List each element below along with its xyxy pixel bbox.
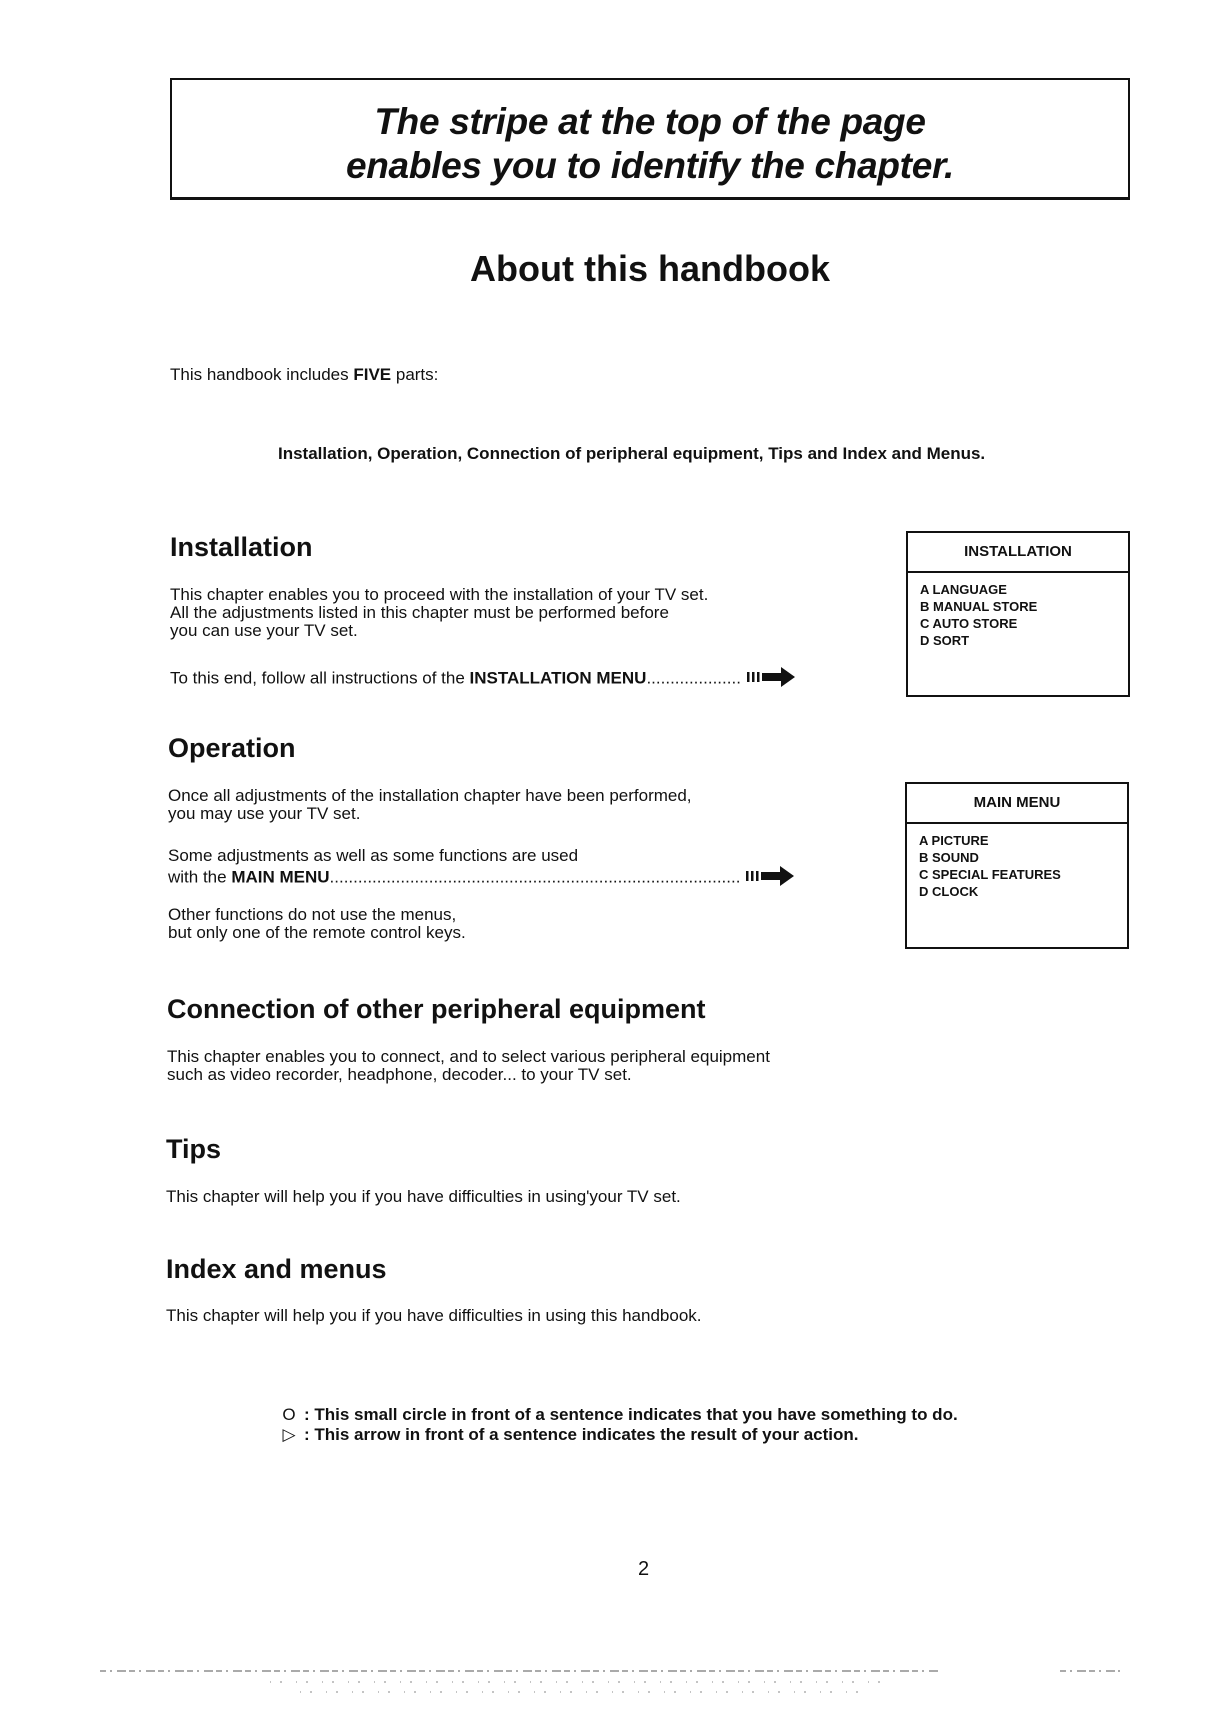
- installation-line-1: This chapter enables you to proceed with the installation of your TV set.: [170, 585, 709, 604]
- installation-line-3: you can use your TV set.: [170, 621, 358, 640]
- operation-line-3: Some adjustments as well as some functions are used: [168, 846, 579, 865]
- operation-paragraph-2: [168, 847, 800, 891]
- stripe-note-line-2: enables you to identify the chapter.: [345, 145, 955, 186]
- operation-paragraph-1: [168, 787, 692, 823]
- installation-heading: Installation: [170, 532, 313, 562]
- operation-main-menu-line: [168, 865, 800, 891]
- installation-menu-list: [908, 573, 1128, 649]
- installation-menu-item: D SORT: [920, 633, 970, 648]
- installation-menu-box: [906, 531, 1130, 697]
- main-menu-item: B SOUND: [919, 850, 979, 865]
- installation-line-2: All the adjustments listed in this chapter must be performed before: [170, 603, 669, 622]
- connection-line-1: This chapter enables you to connect, and to select various peripheral equipment: [167, 1047, 770, 1066]
- operation-paragraph-3: [168, 906, 466, 942]
- operation-line-5: Other functions do not use the menus,: [168, 905, 457, 924]
- connection-paragraph: [167, 1048, 770, 1084]
- operation-line-1: Once all adjustments of the installation chapter have been performed,: [168, 786, 692, 805]
- tips-heading: Tips: [166, 1134, 222, 1164]
- installation-menu-item: A LANGUAGE: [920, 582, 1007, 597]
- symbol-legend: [282, 1405, 958, 1445]
- installation-menu-item: C AUTO STORE: [920, 616, 1018, 631]
- index-heading: Index and menus: [166, 1254, 387, 1284]
- main-menu-item: A PICTURE: [919, 833, 989, 848]
- legend-arrow-text: : This arrow in front of a sentence indicates the result of your action.: [304, 1425, 859, 1444]
- main-menu-item: D CLOCK: [919, 884, 979, 899]
- operation-instruction-prefix: with the: [168, 867, 232, 887]
- intro-suffix: parts:: [391, 365, 439, 384]
- connection-heading: Connection of other peripheral equipment: [167, 994, 706, 1024]
- operation-menu-reference: MAIN MENU: [231, 867, 330, 887]
- installation-paragraph: [170, 586, 708, 640]
- installation-instruction: [170, 666, 801, 692]
- tips-text: This chapter will help you if you have difficulties in using'your TV set.: [166, 1187, 681, 1206]
- intro-bold: FIVE: [353, 365, 392, 384]
- stripe-note-box: [170, 78, 1130, 200]
- intro-prefix: This handbook includes: [170, 365, 354, 384]
- legend-row-circle: [282, 1405, 958, 1425]
- legend-circle-text: : This small circle in front of a sentence indicates that you have something to do.: [304, 1405, 958, 1424]
- installation-menu-title: INSTALLATION: [908, 533, 1128, 573]
- installation-menu-item: B MANUAL STORE: [920, 599, 1038, 614]
- installation-menu-reference: INSTALLATION MENU: [469, 668, 647, 688]
- stripe-note-line-1: The stripe at the top of the page: [374, 101, 926, 142]
- operation-heading: Operation: [168, 733, 296, 763]
- connection-line-2: such as video recorder, headphone, decoder... to your TV set.: [167, 1065, 632, 1084]
- parts-list: Installation, Operation, Connection of peripheral equipment, Tips and Index and Menus.: [278, 444, 986, 463]
- page-title: About this handbook: [470, 248, 830, 289]
- pointer-arrow-icon: [746, 865, 800, 891]
- circle-icon: O: [282, 1405, 296, 1424]
- operation-line-2: you may use your TV set.: [168, 804, 361, 823]
- index-text: This chapter will help you if you have difficulties in using this handbook.: [166, 1306, 702, 1325]
- operation-leader-dots: .......................................................................................: [329, 867, 741, 887]
- main-menu-title: MAIN MENU: [907, 784, 1127, 824]
- main-menu-item: C SPECIAL FEATURES: [919, 867, 1061, 882]
- legend-row-arrow: [282, 1425, 958, 1445]
- main-menu-list: [907, 824, 1127, 900]
- scan-artifact: [100, 1668, 1120, 1708]
- page-number: 2: [638, 1558, 650, 1580]
- triangle-arrow-icon: ▷: [282, 1425, 296, 1444]
- intro-text: [170, 365, 438, 385]
- pointer-arrow-icon: [747, 666, 801, 692]
- installation-instruction-prefix: To this end, follow all instructions of the: [170, 668, 470, 688]
- installation-leader-dots: ....................: [646, 668, 741, 688]
- main-menu-box: [905, 782, 1129, 949]
- operation-line-6: but only one of the remote control keys.: [168, 923, 466, 942]
